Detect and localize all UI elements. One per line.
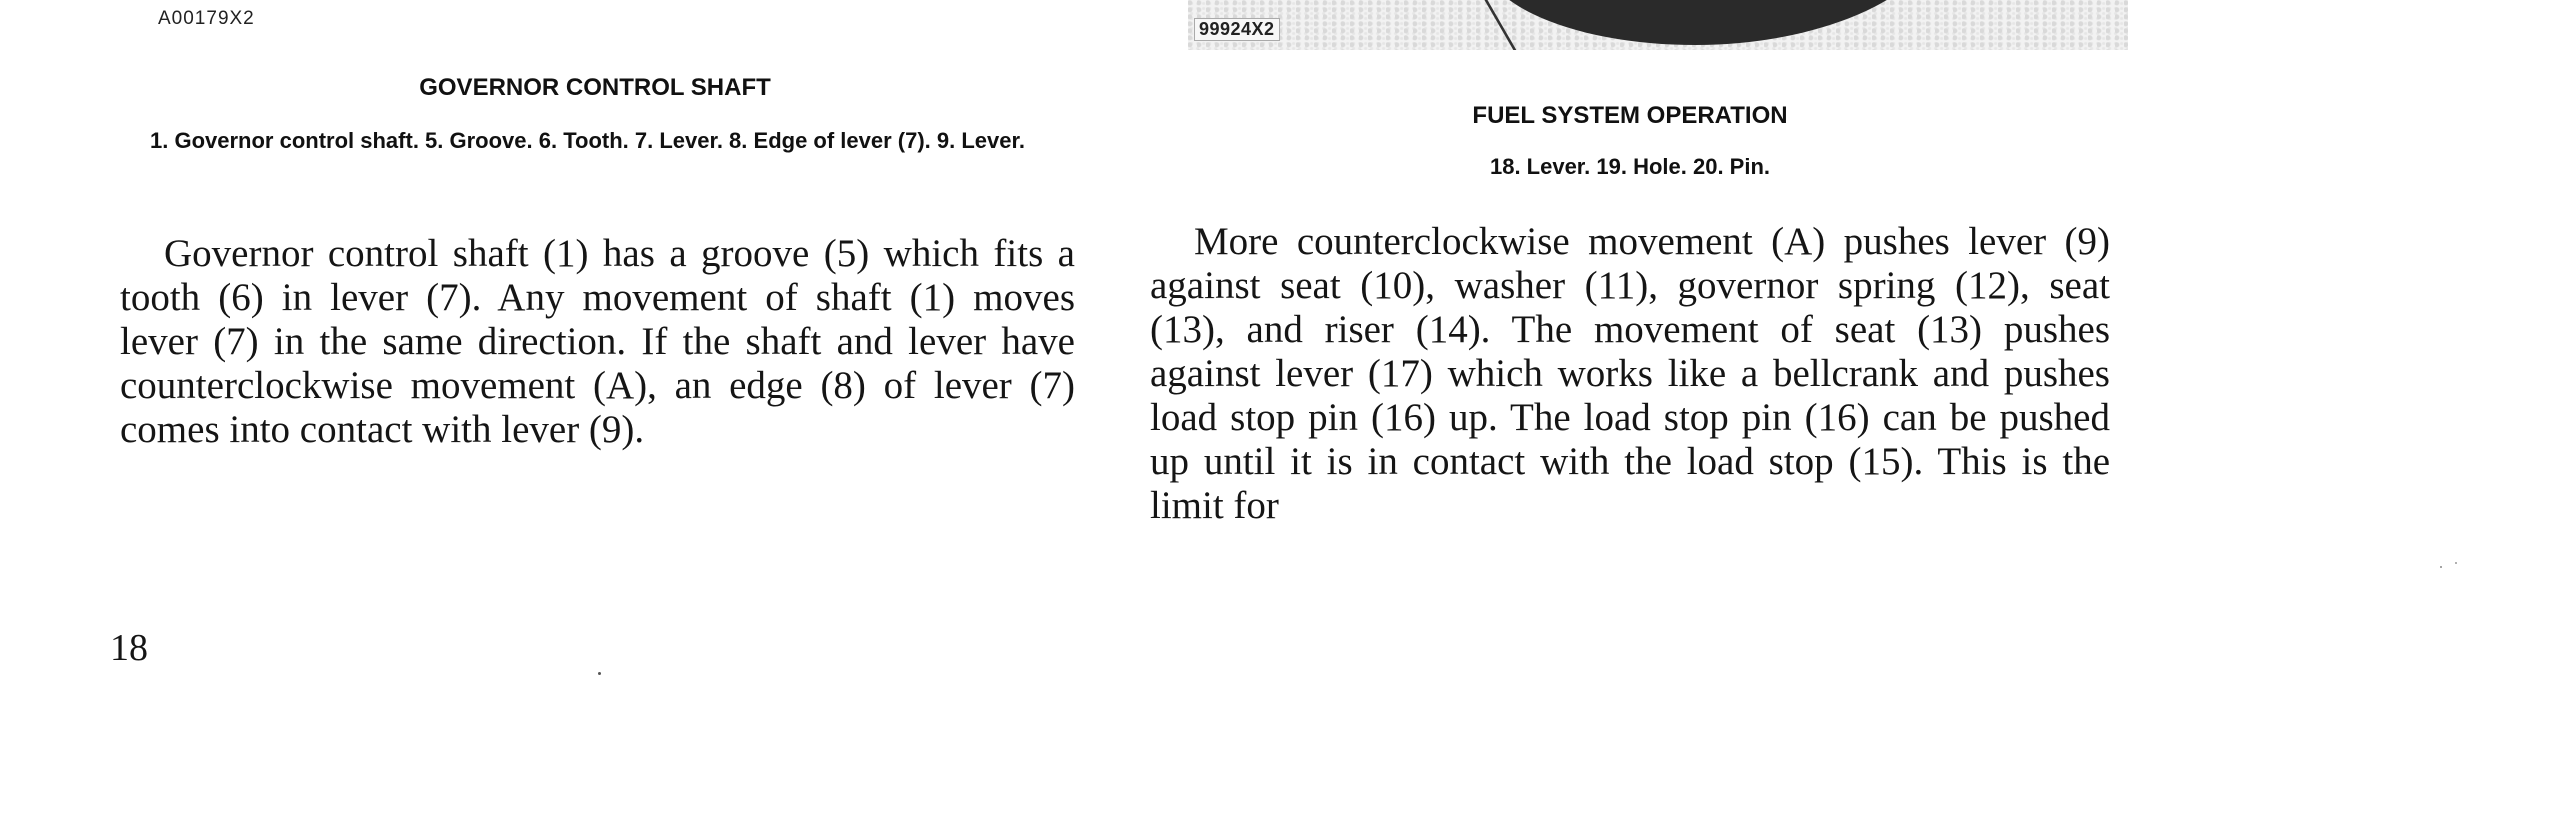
body-paragraph-left: Governor control shaft (1) has a groove (5) which fits a tooth (6) in lever (7). Any movement of shaft (1) moves lever (7) in the same direction. If the shaft and lever have counterclockwise movement (A), an edge (8) of lever (7) comes into contact with lever (9). (120, 232, 1075, 451)
photo-edge-line (1439, 0, 1517, 50)
scan-speck (2455, 562, 2457, 564)
fuel-system-photo (1188, 0, 2128, 50)
caption-text-governor-control-shaft: 1. Governor control shaft. 5. Groove. 6. Tooth. 7. Lever. 8. Edge of lever (7). 9. Lever. (150, 128, 1025, 153)
caption-title-fuel-system-operation: FUEL SYSTEM OPERATION (1472, 102, 1788, 129)
figure-id-left: A00179X2 (158, 8, 255, 29)
body-paragraph-right: More counterclockwise movement (A) pushes lever (9) against seat (10), washer (11), governor spring (12), seat (13), and riser (14). The movement of seat (13) pushes against lever (17) which works like a bellcrank and pushes load stop pin (16) up. The load stop pin (16) can be pushed up until it is in contact with the load stop (15). This is the limit for (1150, 220, 2110, 527)
photo-dark-region (1457, 0, 1939, 45)
caption-title-governor-control-shaft: GOVERNOR CONTROL SHAFT (419, 74, 771, 101)
scan-speck (598, 672, 601, 675)
caption-text-fuel-system-operation: 18. Lever. 19. Hole. 20. Pin. (1489, 154, 1771, 179)
scan-speck (2440, 566, 2442, 568)
figure-id-right: 99924X2 (1194, 18, 1280, 41)
page-number: 18 (110, 627, 148, 669)
